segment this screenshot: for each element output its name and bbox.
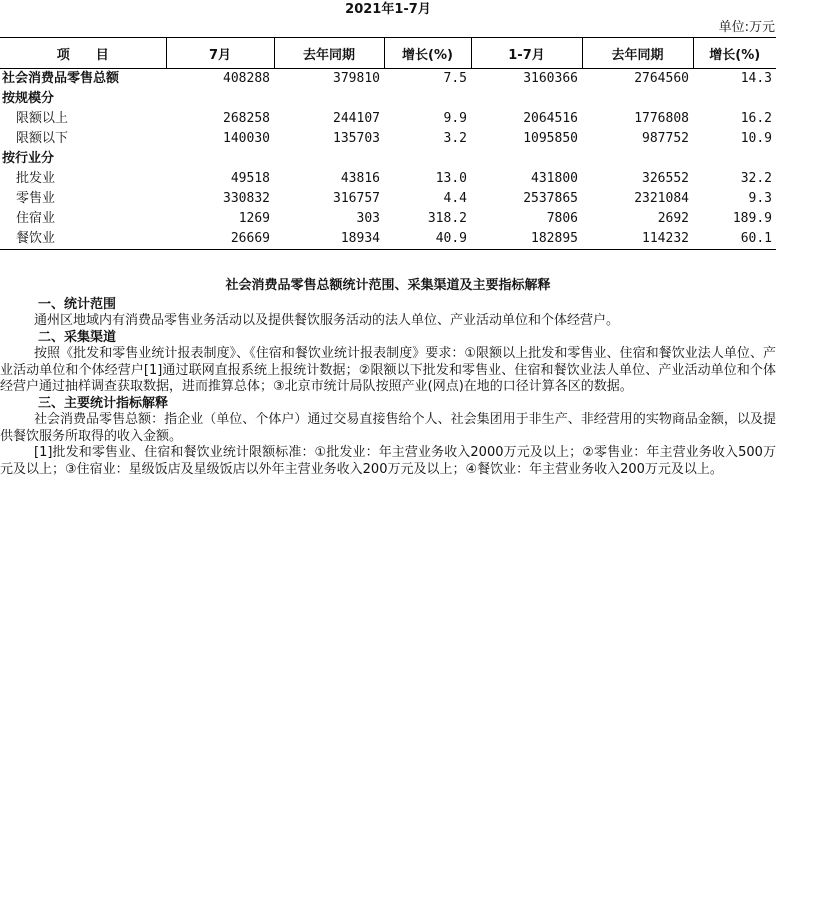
- table-cell: 379810: [333, 71, 380, 86]
- table-cell: 1095850: [523, 131, 578, 146]
- table-cell: 316757: [333, 191, 380, 206]
- section-heading-definitions: 三、主要统计指标解释: [38, 395, 169, 411]
- table-cell: 3.2: [443, 131, 467, 146]
- table-cell: 431800: [531, 171, 578, 186]
- column-header-jan-jul: 1-7月: [471, 38, 582, 69]
- column-header-july-last-year: 去年同期: [274, 38, 384, 69]
- table-row: [0, 169, 776, 189]
- report-period-title: 2021年1-7月: [345, 2, 431, 17]
- table-row: [0, 89, 776, 109]
- row-label: 按行业分: [2, 151, 55, 166]
- table-cell: 1269: [238, 211, 270, 226]
- row-label: 餐饮业: [0, 229, 166, 250]
- notes-section: [0, 278, 776, 478]
- table-cell: 9.3: [748, 191, 772, 206]
- section-heading-channels: 二、采集渠道: [38, 329, 117, 345]
- row-label: 限额以上: [16, 111, 69, 126]
- table-cell: 987752: [642, 131, 689, 146]
- section-text-channels: 按照《批发和零售业统计报表制度》、《住宿和餐饮业统计报表制度》要求：①限额以上批发和零售业、住宿和餐饮业法人单位、产业活动单位和个体经营户[1]通过联网直报系统上报统计数据；②限额以下批发和零售业、住宿和餐饮业法人单位、产业活动单位和个体经营户通过抽样调查获取数据，进而推算总体；③北京市统计局队按照产业(网点)在地的口径计算各区的数据。: [0, 346, 776, 394]
- table-cell: [471, 89, 582, 109]
- section-text-definition-retail: 社会消费品零售总额：指企业（单位、个体户）通过交易直接售给个人、社会集团用于非生产、非经营用的实物商品金额，以及提供餐饮服务所取得的收入金额。: [0, 412, 776, 444]
- table-cell: 43816: [340, 171, 380, 186]
- table-cell: 2537865: [523, 191, 578, 206]
- table-cell: 408288: [223, 71, 270, 86]
- retail-sales-table: [0, 37, 776, 250]
- row-label: 社会消费品零售总额: [2, 71, 120, 86]
- table-cell: 2064516: [523, 111, 578, 126]
- row-label: 零售业: [16, 191, 56, 206]
- table-cell: 3160366: [523, 71, 578, 86]
- table-cell: 2764560: [634, 71, 689, 86]
- table-cell: 7.5: [443, 71, 467, 86]
- table-cell: 60.1: [693, 229, 776, 250]
- table-cell: [582, 89, 693, 109]
- table-cell: [693, 149, 776, 169]
- table-cell: 140030: [223, 131, 270, 146]
- column-header-july: 7月: [166, 38, 274, 69]
- table-cell: 2692: [657, 211, 689, 226]
- table-body: [0, 69, 776, 250]
- table-cell: 16.2: [740, 111, 772, 126]
- section-text-scope: 通州区地域内有消费品零售业务活动以及提供餐饮服务活动的法人单位、产业活动单位和个体经营户。: [34, 313, 620, 328]
- row-label: 批发业: [16, 171, 56, 186]
- unit-label: 单位:万元: [718, 20, 775, 35]
- table-cell: [582, 149, 693, 169]
- row-label: 按规模分: [2, 91, 55, 106]
- table-row: [0, 209, 776, 229]
- row-label: 限额以下: [16, 131, 69, 146]
- table-cell: 14.3: [740, 71, 772, 86]
- table-cell: [384, 89, 471, 109]
- table-cell: 135703: [333, 131, 380, 146]
- table-cell: 244107: [333, 111, 380, 126]
- table-header-row: [0, 38, 776, 69]
- table-cell: 268258: [223, 111, 270, 126]
- table-cell: [166, 89, 274, 109]
- table-cell: 32.2: [740, 171, 772, 186]
- table-cell: 326552: [642, 171, 689, 186]
- table-cell: 10.9: [740, 131, 772, 146]
- notes-title: 社会消费品零售总额统计范围、采集渠道及主要指标解释: [225, 278, 551, 293]
- table-cell: 189.9: [732, 211, 772, 226]
- column-header-july-growth: 增长(%): [384, 38, 471, 69]
- column-header-jan-jul-last-year: 去年同期: [582, 38, 693, 69]
- table-cell: [471, 149, 582, 169]
- table-cell: 40.9: [384, 229, 471, 250]
- table-cell: [274, 89, 384, 109]
- table-row: [0, 109, 776, 129]
- table-cell: 9.9: [443, 111, 467, 126]
- table-cell: 49518: [230, 171, 270, 186]
- table-cell: 2321084: [634, 191, 689, 206]
- section-heading-scope: 一、统计范围: [38, 296, 117, 312]
- column-header-jan-jul-growth: 增长(%): [693, 38, 776, 69]
- table-cell: 303: [356, 211, 380, 226]
- row-label: 住宿业: [16, 211, 56, 226]
- table-cell: 330832: [223, 191, 270, 206]
- table-row: [0, 189, 776, 209]
- table-cell: 26669: [166, 229, 274, 250]
- table-cell: 4.4: [443, 191, 467, 206]
- table-row: [0, 69, 776, 90]
- table-row: [0, 149, 776, 169]
- column-header-item: 项 目: [0, 38, 166, 69]
- table-cell: 318.2: [427, 211, 467, 226]
- table-cell: 13.0: [435, 171, 467, 186]
- table-cell: 182895: [471, 229, 582, 250]
- table-cell: [384, 149, 471, 169]
- table-cell: 18934: [274, 229, 384, 250]
- table-row: [0, 229, 776, 250]
- table-row: [0, 129, 776, 149]
- table-cell: 7806: [546, 211, 578, 226]
- table-cell: [693, 89, 776, 109]
- table-cell: 114232: [582, 229, 693, 250]
- table-cell: [166, 149, 274, 169]
- table-cell: 1776808: [634, 111, 689, 126]
- table-cell: [274, 149, 384, 169]
- section-text-definition-thresholds: [1]批发和零售业、住宿和餐饮业统计限额标准：①批发业：年主营业务收入2000万元及以上；②零售业：年主营业务收入500万元及以上；③住宿业：星级饭店及星级饭店以外年主营业务收入200万元及以上；④餐饮业：年主营业务收入200万元及以上。: [0, 445, 776, 477]
